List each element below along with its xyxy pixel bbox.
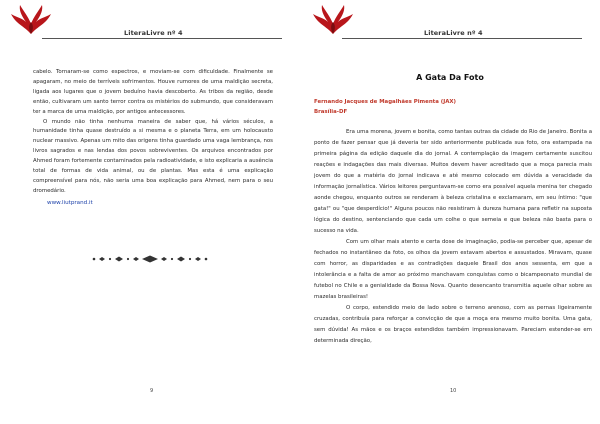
paragraph: O corpo, estendido meio de lado sobre o terreno arenoso, com as pernas ligeiramente cruzadas, contribuía para reforçar a convicção de que a moça era mesmo muito bonita. Uma gata, sem dúvida! As mãos e os braços estendidos também impressionavam. Pareciam estender-se em determinada direção,: [314, 305, 592, 344]
article-text: [33, 68, 273, 197]
header-title: LiteraLivre nº 4: [424, 29, 483, 37]
right-page: [300, 0, 600, 424]
author-location: Brasília-DF: [314, 109, 348, 115]
page-number: 9: [150, 388, 154, 394]
winged-logo-icon: [312, 4, 354, 42]
website-link[interactable]: www.liutprand.it: [47, 200, 93, 206]
paragraph: O mundo não tinha nenhuma maneira de saber que, há vários séculos, a humanidade tinha quase destruído a si mesma e o planeta Terra, em um holocausto nuclear massivo. Apenas um mito das origens tinha guardado uma vaga lembrança, nos livros sagrados e nas lendas dos povos sobreviventes. Os arquivos encontrados por Ahmed foram fortemente contaminados pela radioatividade, e isto explicaria a ausência total de formas de vida animal, ou de plantas. Mas esta é uma explicação compreensível para nós, não seria uma boa explicação para Ahmed, nem para o seu dromedário.: [33, 118, 273, 194]
story-title: A Gata Da Foto: [416, 73, 484, 82]
page-number: 10: [450, 388, 457, 394]
author-byline: [314, 97, 456, 117]
header-title: LiteraLivre nº 4: [124, 29, 183, 37]
author-name: Fernando Jacques de Magalhães Pimenta (JAX): [314, 99, 457, 105]
header-rule: [342, 38, 582, 39]
story-text: [314, 127, 592, 347]
header-rule: [42, 38, 282, 39]
winged-logo-icon: [10, 4, 52, 42]
divider-ornament-icon: [90, 254, 210, 264]
paragraph: Com um olhar mais atento e certa dose de imaginação, podia-se perceber que, apesar de fechados no instantâneo da foto, os olhos da jovem estavam abertos e assustados. Miravam, quase com horror, as disparidades e as contradições daquele Brasil dos anos sessenta, em que a intolerância e a falta de amor ao próximo manchavam conquistas como o bicampeonato mundial de futebol no Chile e a genialidade da Bossa Nova. Quanto desencanto transmitia aquele olhar sobre as mazelas brasileiras!: [314, 239, 592, 300]
paragraph: Era uma morena, jovem e bonita, como tantas outras da cidade do Rio de Janeiro. Bonita a ponto de fazer pensar que já deveria ter sido anteriormente publicada sua foto, ora estampada na primeira página da edição daquele dia do jornal. A contemplação da imagem certamente suscitou reações e indagações das mais diversas. Muitos devem haver acreditado que a moça parecia mais jovem do que a matéria do jornal indicava e até mesmo colocado em dúvida a veracidade da informação jornalística. Vários leitores perguntavam-se como era possível aquela menina ter chegado aonde chegou, enquanto outros se renderam à beleza cristalina e exclamaram, em seu íntimo: "que gata!" ou "que desperdício!" Alguns poucos não resistiram à dureza humana para refletir na suposta lógica do destino, sentenciando que cada um colhe o que semeia e que beleza não basta para o sucesso na vida.: [314, 129, 592, 234]
paragraph: cabelo. Tornaram-se como espectros, e moviam-se com dificuldade. Finalmente se apagaram, no meio de terríveis sofrimentos. Houve rumores de uma maldição secreta, ligada aos lugares que o jovem beduíno havia descoberto. As tribos da região, desde então, cultivaram um santo terror contra os mistérios do submundo, que consideravam ter a marca de uma maldição, por antigos antecessores.: [33, 69, 273, 115]
